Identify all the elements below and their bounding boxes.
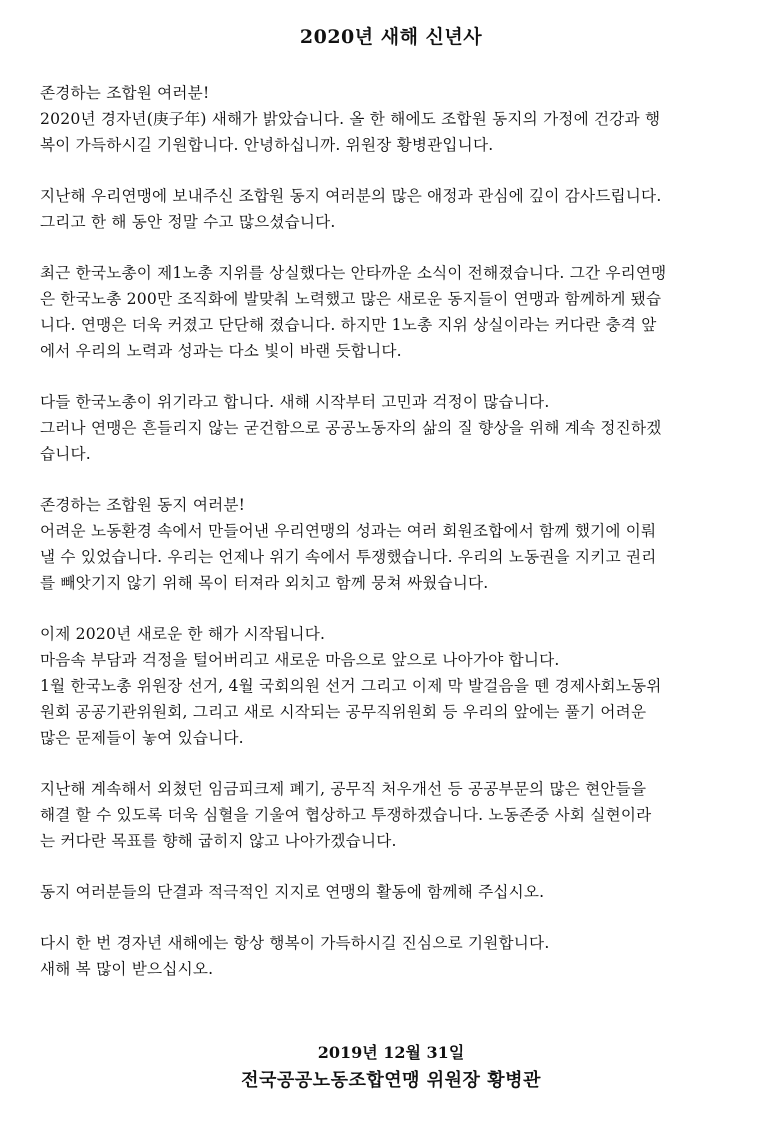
text-line: 존경하는 조합원 동지 여러분!	[40, 496, 246, 514]
paragraph	[40, 183, 750, 235]
text-line: 동지 여러분들의 단결과 적극적인 지지로 연맹의 활동에 함께해 주십시오.	[40, 883, 545, 901]
paragraph	[40, 879, 750, 905]
text-line: 니다. 연맹은 더욱 커졌고 단단해 졌습니다. 하지만 1노총 지위 상실이라는 커다란 충격 앞	[40, 316, 657, 334]
text-line: 에서 우리의 노력과 성과는 다소 빛이 바랜 듯합니다.	[40, 342, 402, 360]
text-line: 1월 한국노총 위원장 선거, 4월 국회의원 선거 그리고 이제 막 발걸음을 뗀 경제사회노동위	[40, 677, 662, 695]
document-body	[40, 80, 750, 1007]
paragraph	[40, 80, 750, 158]
text-line: 습니다.	[40, 445, 91, 463]
text-line: 낼 수 있었습니다. 우리는 언제나 위기 속에서 투쟁했습니다. 우리의 노동권을 지키고 권리	[40, 548, 657, 566]
text-line: 복이 가득하시길 기원합니다. 안녕하십니까. 위원장 황병관입니다.	[40, 136, 494, 154]
text-line: 존경하는 조합원 여러분!	[40, 84, 210, 102]
text-line: 새해 복 많이 받으십시오.	[40, 960, 214, 978]
paragraph	[40, 492, 750, 596]
text-line: 은 한국노총 200만 조직화에 발맞춰 노력했고 많은 새로운 동지들이 연맹과 함께하게 됐습	[40, 290, 662, 308]
paragraph	[40, 621, 750, 751]
text-line: 마음속 부담과 걱정을 털어버리고 새로운 마음으로 앞으로 나아가야 합니다.	[40, 651, 560, 669]
paragraph	[40, 930, 750, 982]
text-line: 많은 문제들이 놓여 있습니다.	[40, 729, 244, 747]
paragraph	[40, 389, 750, 467]
text-line: 그러나 연맹은 흔들리지 않는 굳건함으로 공공노동자의 삶의 질 향상을 위해 계속 정진하겠	[40, 419, 662, 437]
paragraph	[40, 260, 750, 364]
text-line: 그리고 한 해 동안 정말 수고 많으셨습니다.	[40, 213, 336, 231]
text-line: 다들 한국노총이 위기라고 합니다. 새해 시작부터 고민과 걱정이 많습니다.	[40, 393, 550, 411]
text-line: 를 빼앗기지 않기 위해 목이 터져라 외치고 함께 뭉쳐 싸웠습니다.	[40, 574, 489, 592]
text-line: 최근 한국노총이 제1노총 지위를 상실했다는 안타까운 소식이 전해졌습니다. 그간 우리연맹	[40, 264, 667, 282]
text-line: 어려운 노동환경 속에서 만들어낸 우리연맹의 성과는 여러 회원조합에서 함께 했기에 이뤄	[40, 522, 657, 540]
text-line: 다시 한 번 경자년 새해에는 항상 행복이 가득하시길 진심으로 기원합니다.	[40, 934, 550, 952]
signature: 전국공공노동조합연맹 위원장 황병관	[241, 1070, 541, 1091]
document-footer	[0, 1040, 782, 1096]
paragraph	[40, 776, 750, 854]
document-title: 2020년 새해 신년사	[299, 26, 483, 48]
text-line: 지난해 우리연맹에 보내주신 조합원 동지 여러분의 많은 애정과 관심에 깊이 감사드립니다.	[40, 187, 662, 205]
text-line: 원회 공공기관위원회, 그리고 새로 시작되는 공무직위원회 등 우리의 앞에는 풀기 어려운	[40, 703, 647, 721]
text-line: 2020년 경자년(庚子年) 새해가 밝았습니다. 올 한 해에도 조합원 동지의 가정에 건강과 행	[40, 110, 661, 128]
text-line: 는 커다란 목표를 향해 굽히지 않고 나아가겠습니다.	[40, 832, 397, 850]
text-line: 해결 할 수 있도록 더욱 심혈을 기울여 협상하고 투쟁하겠습니다. 노동존중 사회 실현이라	[40, 806, 652, 824]
text-line: 이제 2020년 새로운 한 해가 시작됩니다.	[40, 625, 326, 643]
text-line: 지난해 계속해서 외쳤던 임금피크제 폐기, 공무직 처우개선 등 공공부문의 많은 현안들을	[40, 780, 647, 798]
document-date: 2019년 12월 31일	[317, 1043, 465, 1062]
